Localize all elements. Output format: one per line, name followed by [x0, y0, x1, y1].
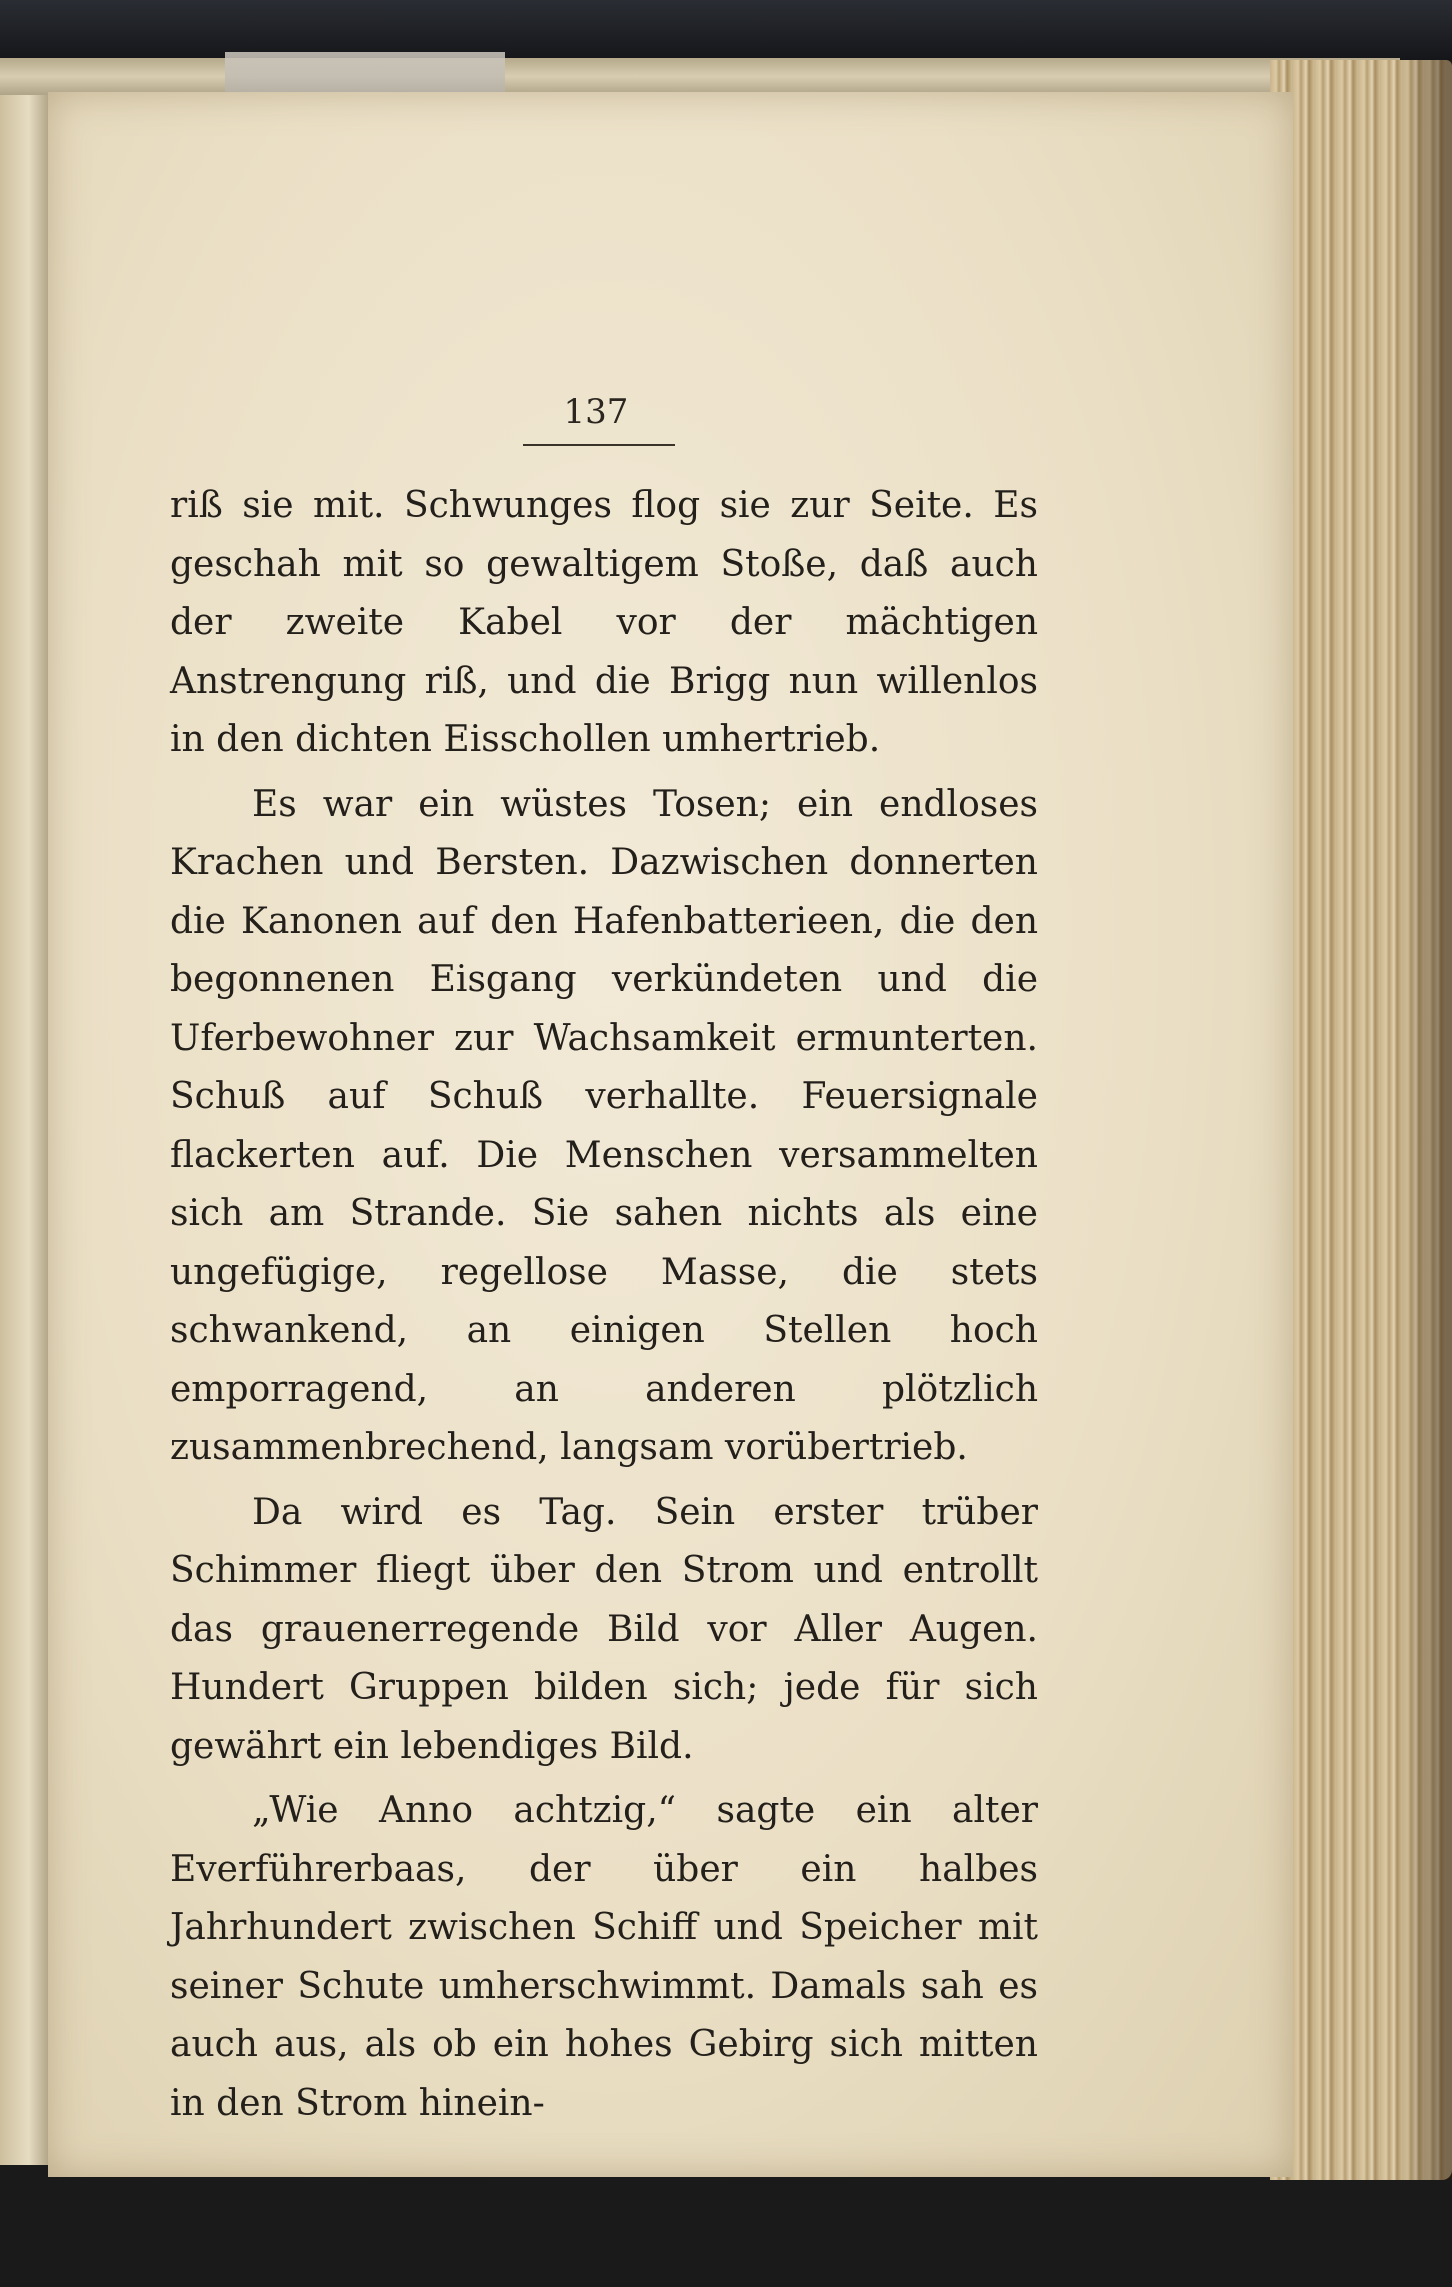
body-text	[170, 477, 1038, 2133]
page-edges-shadow	[1400, 60, 1452, 2180]
paragraph-3: Da wird es Tag. Sein erster trüber Schimmer fliegt über den Strom und entrollt das grauenerregende Bild vor Aller Augen. Hundert Gruppen bilden sich; jede für sich gewährt ein lebendiges Bild.	[170, 1491, 1038, 1767]
page-number: 137	[563, 392, 629, 432]
book-page	[48, 92, 1293, 2177]
paragraph-2: Es war ein wüstes Tosen; ein endloses Krachen und Bersten. Dazwischen donnerten die Kanonen auf den Hafenbatterieen, die den begonnenen Eisgang verkündeten und die Uferbewohner zur Wachsamkeit ermunterten. Schuß auf Schuß verhallte. Feuersignale flackerten auf. Die Menschen versammelten sich am Strande. Sie sahen nichts als eine ungefügige, regellose Masse, die stets schwankend, an einigen Stellen hoch emporragend, an anderen plötzlich zusammenbrechend, langsam vorübertrieb.	[170, 783, 1038, 1468]
background-top	[0, 0, 1452, 60]
header-rule	[523, 444, 675, 446]
paragraph-1: riß sie mit. Schwunges flog sie zur Seite. Es geschah mit so gewaltigem Stoße, daß auch der zweite Kabel vor der mächtigen Anstrengung riß, und die Brigg nun willenlos in den dichten Eisschollen umhertrieb.	[170, 485, 1038, 760]
left-page-edge	[0, 95, 52, 2165]
paragraph-4: „Wie Anno achtzig,“ sagte ein alter Everführerbaas, der über ein halbes Jahrhundert zwischen Schiff und Speicher mit seiner Schute umherschwimmt. Damals sah es auch aus, als ob ein hohes Gebirg sich mitten in den Strom hinein-	[170, 1790, 1038, 2124]
